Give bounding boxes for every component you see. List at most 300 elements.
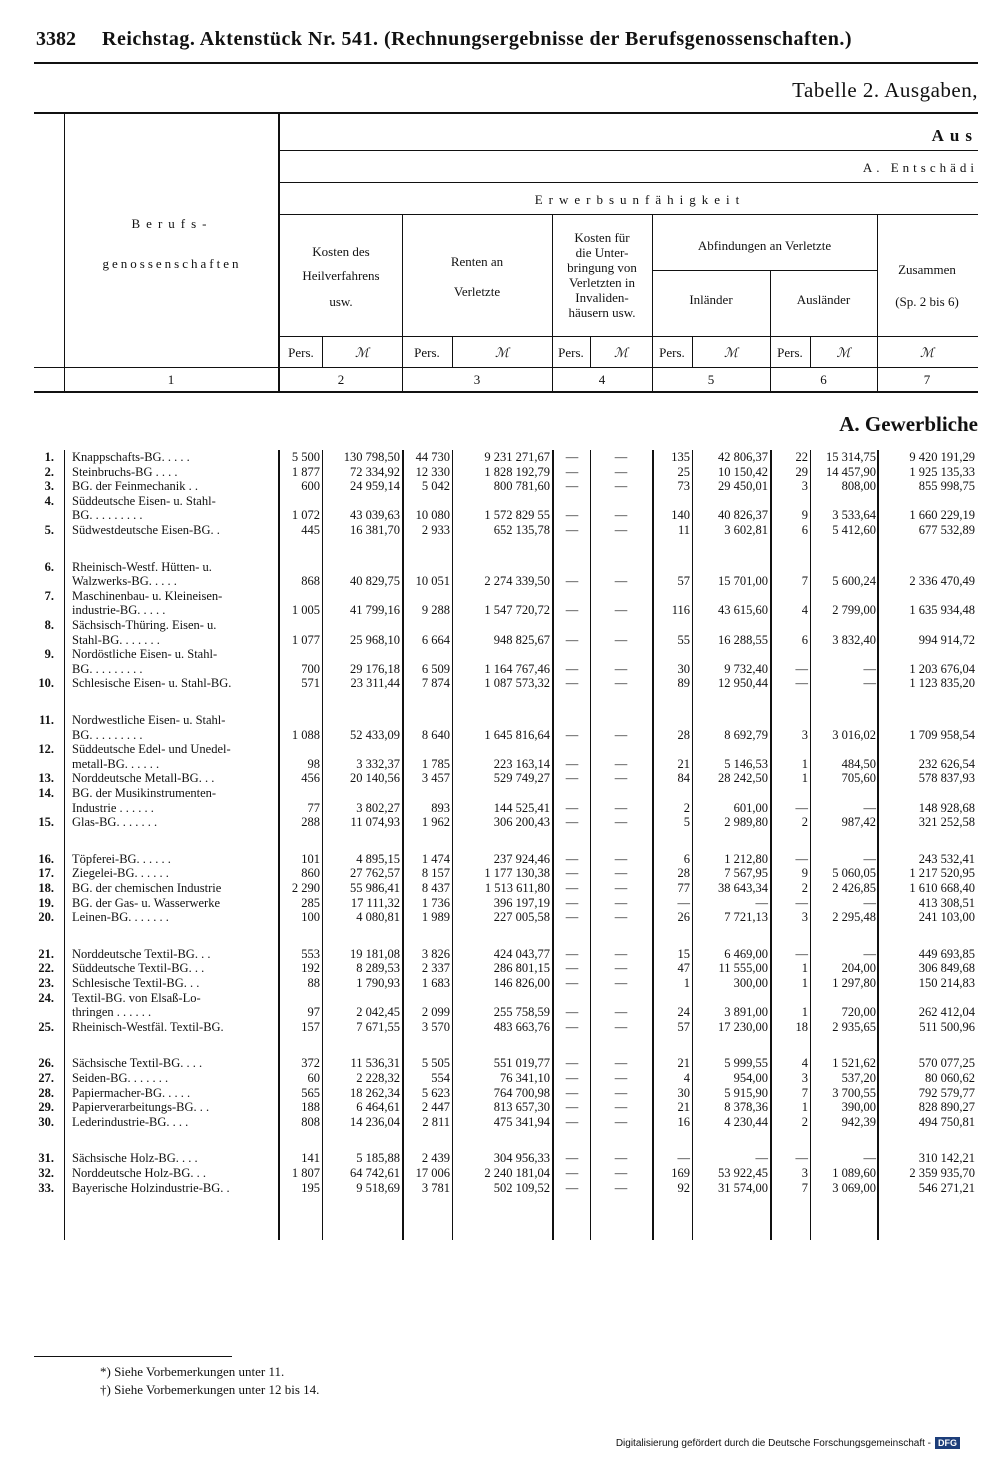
table-row [32, 786, 978, 800]
cell-m6 [812, 742, 876, 756]
cell-p3: 1 785 [421, 756, 450, 771]
cell-p4 [554, 589, 590, 603]
pers-label: Pers. [659, 345, 685, 360]
cell-m3: 652 135,78 [493, 523, 550, 537]
cell-p6 [772, 589, 808, 603]
row-name: Papiermacher-BG. . . . . [72, 1085, 191, 1100]
cell-m6: 705,60 [841, 771, 876, 786]
cell-tot: 578 837,93 [918, 771, 975, 786]
cell-m2: 3 332,37 [356, 756, 400, 771]
cell-p3: 554 [431, 1071, 450, 1085]
cell-m6: 204,00 [841, 961, 876, 976]
row-number: 8. [44, 618, 54, 632]
row-name: Sächsische Textil-BG. . . . [72, 1056, 203, 1071]
cell-m2: 55 986,41 [350, 881, 400, 895]
cell-m5: — [755, 1151, 768, 1166]
row-name: Bayerische Holzindustrie-BG. . [72, 1180, 230, 1195]
kosten-heil-header-2: Heilverfahrens [302, 268, 380, 283]
cell-m5 [694, 786, 768, 800]
cell-p3: 3 781 [421, 1180, 450, 1195]
cell-m4: — [614, 676, 628, 691]
cell-p3: 6 664 [421, 632, 450, 647]
table-row [32, 961, 978, 975]
cell-m3: 396 197,19 [493, 895, 550, 910]
cell-m5: 3 891,00 [724, 1005, 768, 1020]
cell-m5: 15 701,00 [718, 574, 768, 589]
cell-p4 [554, 494, 590, 508]
cell-p6 [772, 494, 808, 508]
cell-m5: 2 989,80 [724, 815, 768, 830]
cell-m6 [812, 589, 876, 603]
cell-m3 [454, 991, 550, 1005]
row-number: 1. [44, 450, 54, 464]
cell-p5 [654, 647, 690, 661]
cell-p4: — [565, 1085, 579, 1100]
row-name: BG. . . . . . . . . [72, 727, 143, 742]
cell-m6: 3 700,55 [832, 1085, 876, 1100]
cell-m5: 4 230,44 [724, 1114, 768, 1129]
cell-p6: 22 [795, 450, 808, 464]
row-name: Seiden-BG. . . . . . . [72, 1071, 169, 1085]
cell-p4: — [565, 895, 579, 910]
cell-p2: 553 [301, 946, 320, 961]
cell-p6: 3 [801, 479, 808, 494]
cell-m6: 987,42 [841, 815, 876, 830]
cell-p3: 44 730 [415, 450, 450, 464]
row-number [32, 662, 54, 676]
row-number: 7. [44, 588, 54, 603]
cell-tot: 994 914,72 [918, 632, 975, 647]
cell-p6: 1 [801, 976, 808, 990]
cell-p4: — [565, 523, 579, 537]
cell-p2: 188 [301, 1100, 320, 1115]
table-row [32, 910, 978, 924]
cell-tot [879, 713, 975, 727]
cell-p5: 25 [677, 464, 690, 479]
cell-p5: 1 [683, 976, 690, 990]
cell-p4 [554, 742, 590, 756]
cell-m3 [454, 589, 550, 603]
cell-tot: 677 532,89 [918, 523, 975, 537]
cell-m5 [694, 494, 768, 508]
cell-p3: 1 962 [421, 815, 450, 830]
cell-p2: 1 807 [291, 1166, 320, 1180]
cell-m5: 17 230,00 [718, 1019, 768, 1034]
kosten-unterbringung-header-5: Invaliden- [575, 290, 629, 305]
cell-p3: 1 683 [421, 976, 450, 990]
cell-p4: — [565, 727, 579, 742]
cell-p4 [554, 786, 590, 800]
cell-p5: 57 [677, 1019, 690, 1034]
cell-m3: 144 525,41 [493, 800, 550, 815]
row-name: BG. der Musikinstrumenten- [72, 786, 217, 800]
zusammen-header-2: (Sp. 2 bis 6) [895, 294, 959, 309]
cell-m5 [694, 618, 768, 632]
cell-m3: 237 924,46 [493, 851, 550, 866]
inlaender-header: Inländer [689, 292, 733, 307]
row-number: 4. [44, 493, 54, 508]
mark-label: ℳ [724, 345, 738, 360]
cell-m2: 52 433,09 [350, 727, 400, 742]
cell-m2 [324, 647, 400, 661]
cell-m3: 764 700,98 [493, 1085, 550, 1100]
page-header [36, 28, 978, 58]
cell-m2 [324, 742, 400, 756]
group-sub-header: A. Entschädi [862, 160, 978, 175]
table-row [32, 662, 978, 676]
table-row [32, 1071, 978, 1085]
cell-p6: — [795, 851, 808, 866]
cell-m3: 304 956,33 [493, 1151, 550, 1166]
pers-label: Pers. [777, 345, 803, 360]
vrule [402, 214, 403, 393]
cell-m3: 551 019,77 [493, 1056, 550, 1071]
table-row [32, 1115, 978, 1129]
row-name: Steinbruchs-BG . . . . [72, 464, 178, 479]
cell-p4 [554, 560, 590, 574]
cell-p3: 2 933 [421, 523, 450, 537]
cell-p5: 73 [677, 479, 690, 494]
cell-p2: 77 [307, 800, 320, 815]
cell-p5: 24 [677, 1005, 690, 1020]
cell-m3: 2 240 181,04 [484, 1166, 550, 1180]
cell-p6: 2 [801, 881, 808, 895]
cell-m4: — [614, 1071, 628, 1085]
cell-p3: 5 623 [421, 1085, 450, 1100]
cell-p2: 141 [301, 1151, 320, 1166]
cell-m6: 15 314,75 [826, 450, 876, 464]
mark-label: ℳ [836, 345, 851, 360]
cell-p6: 6 [801, 523, 808, 537]
cell-m2: 11 536,31 [350, 1056, 400, 1071]
cell-m3: 76 341,10 [500, 1071, 550, 1085]
cell-p6: 1 [801, 1005, 808, 1020]
row-number [32, 574, 54, 588]
erwerbsunfaehigkeit-header: Erwerbsunfähigkeit [534, 192, 746, 207]
cell-p4: — [565, 1100, 579, 1115]
row-name: Knappschafts-BG. . . . . [72, 450, 190, 464]
kosten-unterbringung-header-6: häusern usw. [568, 305, 636, 320]
cell-m6: — [863, 851, 876, 866]
footnote: †) Siehe Vorbemerkungen unter 12 bis 14. [100, 1382, 320, 1397]
cell-m4: — [614, 881, 628, 895]
cell-p5: 6 [683, 851, 690, 866]
cell-p5: 55 [677, 632, 690, 647]
cell-m3: 223 163,14 [493, 756, 550, 771]
row-name: BG. der Gas- u. Wasserwerke [72, 895, 221, 910]
row-number: 30. [38, 1114, 54, 1129]
cell-m4 [592, 786, 650, 800]
cell-tot: 148 928,68 [918, 800, 975, 815]
cell-p3: 5 505 [421, 1056, 450, 1071]
cell-p5 [654, 494, 690, 508]
cell-m4: — [614, 661, 628, 676]
cell-p5: 21 [677, 756, 690, 771]
kosten-unterbringung-header-2: die Unter- [575, 245, 629, 260]
cell-p2: 445 [301, 523, 320, 537]
cell-p4: — [565, 661, 579, 676]
row-name: Maschinenbau- u. Kleineisen- [72, 588, 223, 603]
cell-m2: 4 895,15 [356, 851, 400, 866]
cell-p5 [654, 713, 690, 727]
cell-p5: 140 [671, 508, 690, 523]
cell-m6 [812, 494, 876, 508]
cell-p2 [280, 560, 320, 574]
cell-tot: 1 635 934,48 [909, 603, 975, 618]
row-name: Norddeutsche Holz-BG. . . [72, 1166, 206, 1180]
cell-p3: 2 811 [422, 1114, 450, 1129]
cell-m4: — [614, 1005, 628, 1020]
cell-p5 [654, 560, 690, 574]
cell-p3: 17 006 [415, 1166, 450, 1180]
cell-p3 [404, 742, 450, 756]
table-row [32, 647, 978, 661]
cell-tot: 1 610 668,40 [909, 881, 975, 895]
cell-p4: — [565, 815, 579, 830]
cell-p5: 4 [683, 1071, 690, 1085]
cell-m5: 954,00 [733, 1071, 768, 1085]
cell-p4: — [565, 1019, 579, 1034]
cell-p2: 1 088 [291, 727, 320, 742]
row-name: Sächsische Holz-BG. . . . [72, 1151, 198, 1166]
cell-m2: 23 311,44 [350, 676, 400, 691]
cell-p3: 1 474 [421, 851, 450, 866]
cell-p4: — [565, 1151, 579, 1166]
cell-tot: 1 925 135,33 [909, 464, 975, 479]
row-number: 25. [38, 1019, 54, 1034]
cell-p6: 2 [801, 815, 808, 830]
cell-m3: 1 547 720,72 [484, 603, 550, 618]
cell-p6: 9 [801, 508, 808, 523]
cell-tot: 1 123 835,20 [909, 676, 975, 691]
renten-header-2: Verletzte [453, 284, 501, 299]
row-name: Süddeutsche Edel- und Unedel- [72, 742, 231, 757]
cell-p4: — [565, 1166, 579, 1180]
row-number: 21. [38, 946, 54, 961]
mark-label: ℳ [920, 345, 934, 360]
cell-m2: 4 080,81 [356, 910, 400, 925]
row-name: Töpferei-BG. . . . . . [72, 851, 171, 866]
table-row [32, 523, 978, 537]
cell-p2: 868 [301, 574, 320, 589]
abfindungen-header: Abfindungen an Verletzte [697, 238, 832, 253]
cell-m5: 38 643,34 [718, 881, 768, 895]
cell-p3: 2 099 [421, 1005, 450, 1020]
cell-m4: — [614, 632, 628, 647]
table-row [32, 1181, 978, 1195]
row-number: 17. [38, 866, 54, 881]
pers-label: Pers. [288, 345, 314, 360]
cell-m6: — [863, 661, 876, 676]
cell-m3: 1 828 192,79 [484, 464, 550, 479]
table-row [32, 742, 978, 756]
cell-p2: 571 [301, 676, 320, 691]
cell-tot: 1 203 676,04 [909, 661, 975, 676]
row-number [32, 728, 54, 742]
column-number: 1 [167, 372, 175, 387]
cell-p6: 1 [801, 771, 808, 786]
cell-m5: 12 950,44 [718, 676, 768, 691]
cell-p5: 21 [677, 1056, 690, 1071]
column-number: 2 [337, 372, 345, 387]
table-row [32, 866, 978, 880]
cell-p5: 28 [677, 866, 690, 881]
cell-m4 [592, 618, 650, 632]
row-number [32, 603, 54, 617]
cell-p2: 1 005 [291, 603, 320, 618]
cell-m2: 14 236,04 [350, 1114, 400, 1129]
auslaender-header: Ausländer [796, 292, 851, 307]
cell-m6: 3 832,40 [832, 632, 876, 647]
cell-p2: 565 [301, 1085, 320, 1100]
row-number: 32. [38, 1166, 54, 1180]
cell-p4: — [565, 1114, 579, 1129]
cell-p3: 893 [431, 800, 450, 815]
table-row [32, 896, 978, 910]
cell-m4: — [614, 1019, 628, 1034]
cell-m2: 24 959,14 [350, 479, 400, 494]
table-row [32, 676, 978, 690]
cell-p2: 101 [301, 851, 320, 866]
cell-p5: 16 [677, 1114, 690, 1129]
cell-p4: — [565, 574, 579, 589]
cell-m3 [454, 560, 550, 574]
digitization-text: Digitalisierung gefördert durch die Deutsche Forschungsgemeinschaft - [615, 1438, 931, 1449]
row-number: 12. [38, 742, 54, 757]
cell-tot: 243 532,41 [918, 851, 975, 866]
table-row [32, 947, 978, 961]
cell-p6: 9 [801, 866, 808, 881]
cell-m6: 5 060,05 [832, 866, 876, 881]
cell-m2: 20 140,56 [350, 771, 400, 786]
row-name: Norddeutsche Metall-BG. . . [72, 771, 215, 786]
cell-p2: 88 [307, 976, 320, 990]
row-number [32, 633, 54, 647]
group-top-header: Aus [931, 126, 978, 145]
cell-tot: 150 214,83 [918, 976, 975, 990]
cell-m5: 6 469,00 [724, 946, 768, 961]
cell-tot: 449 693,85 [918, 946, 975, 961]
row-name: Schlesische Eisen- u. Stahl-BG. [72, 676, 232, 691]
cell-tot [879, 647, 975, 661]
cell-m3: 1 177 130,38 [484, 866, 550, 881]
cell-p3: 2 337 [421, 961, 450, 976]
cell-m3: 483 663,76 [493, 1019, 550, 1034]
cell-p6 [772, 560, 808, 574]
cell-tot: 511 500,96 [919, 1019, 975, 1034]
row-name: Nordwestliche Eisen- u. Stahl- [72, 713, 226, 727]
cell-p2: 2 290 [291, 881, 320, 895]
cell-p6: 7 [801, 574, 808, 589]
cell-m3 [454, 742, 550, 756]
cell-p5: 26 [677, 910, 690, 925]
table-row [32, 976, 978, 990]
cell-tot: 241 103,00 [918, 910, 975, 925]
cell-tot: 2 359 935,70 [909, 1166, 975, 1180]
cell-m2: 6 464,61 [356, 1100, 400, 1115]
cell-m2 [324, 713, 400, 727]
cell-m6: — [863, 676, 876, 691]
row-name: Norddeutsche Textil-BG. . . [72, 946, 211, 961]
table-row [32, 589, 978, 603]
cell-p5: 89 [677, 676, 690, 691]
cell-m4 [592, 713, 650, 727]
cell-p2: 288 [301, 815, 320, 830]
cell-m3: 948 825,67 [493, 632, 550, 647]
row-number: 14. [38, 786, 54, 800]
cell-m2: 11 074,93 [350, 815, 400, 830]
cell-p3: 2 439 [421, 1151, 450, 1166]
cell-m6: 1 521,62 [832, 1056, 876, 1071]
cell-m2: 41 799,16 [350, 603, 400, 618]
cell-m5: 40 826,37 [718, 508, 768, 523]
header-rule [34, 62, 978, 64]
row-name: Südwestdeutsche Eisen-BG. . [72, 523, 220, 537]
cell-m2: 8 289,53 [356, 961, 400, 976]
cell-p5: 30 [677, 1085, 690, 1100]
row-name: Süddeutsche Textil-BG. . . [72, 961, 205, 976]
row-name: BG. . . . . . . . . [72, 661, 143, 676]
cell-p4: — [565, 910, 579, 925]
row-name: Schlesische Textil-BG. . . [72, 976, 200, 990]
table-row [32, 574, 978, 588]
cell-p4: — [565, 450, 579, 464]
table-row [32, 713, 978, 727]
cell-p3: 1 989 [421, 910, 450, 925]
cell-m5: 28 242,50 [718, 771, 768, 786]
cell-m5 [694, 560, 768, 574]
cell-p3: 3 457 [421, 771, 450, 786]
renten-header-1: Renten an [450, 254, 504, 269]
cell-m3: 306 200,43 [493, 815, 550, 830]
cell-m2: 9 518,69 [356, 1180, 400, 1195]
cell-p3: 10 080 [415, 508, 450, 523]
cell-tot: 232 626,54 [918, 756, 975, 771]
cell-m4: — [614, 603, 628, 618]
row-number: 3. [44, 479, 54, 494]
cell-m6 [812, 647, 876, 661]
mark-label: ℳ [614, 345, 628, 360]
cell-m6 [812, 786, 876, 800]
cell-p4: — [565, 1180, 579, 1195]
cell-p2: 5 500 [291, 450, 320, 464]
cell-p6 [772, 742, 808, 756]
cell-m3 [454, 647, 550, 661]
row-name: Nordöstliche Eisen- u. Stahl- [72, 647, 218, 662]
cell-m6: 808,00 [841, 479, 876, 494]
cell-m2: 2 042,45 [356, 1005, 400, 1020]
cell-m6: 3 533,64 [832, 508, 876, 523]
row-number [32, 801, 54, 815]
cell-p2 [280, 647, 320, 661]
cell-m5: — [755, 895, 768, 910]
table-row [32, 881, 978, 895]
cell-p5: 57 [677, 574, 690, 589]
cell-tot: 321 252,58 [918, 815, 975, 830]
column-number: 4 [598, 372, 606, 387]
cell-m4 [592, 742, 650, 756]
row-number: 18. [38, 881, 54, 895]
pers-rule [280, 336, 978, 337]
cell-m2: 72 334,92 [350, 464, 400, 479]
cell-m3: 502 109,52 [493, 1180, 550, 1195]
cell-p6: 3 [801, 727, 808, 742]
cell-m5 [694, 589, 768, 603]
cell-m6: 537,20 [841, 1071, 876, 1085]
row-name: metall-BG. . . . . . [72, 756, 160, 771]
cell-p5: 116 [671, 603, 690, 618]
cell-m5: 29 450,01 [718, 479, 768, 494]
